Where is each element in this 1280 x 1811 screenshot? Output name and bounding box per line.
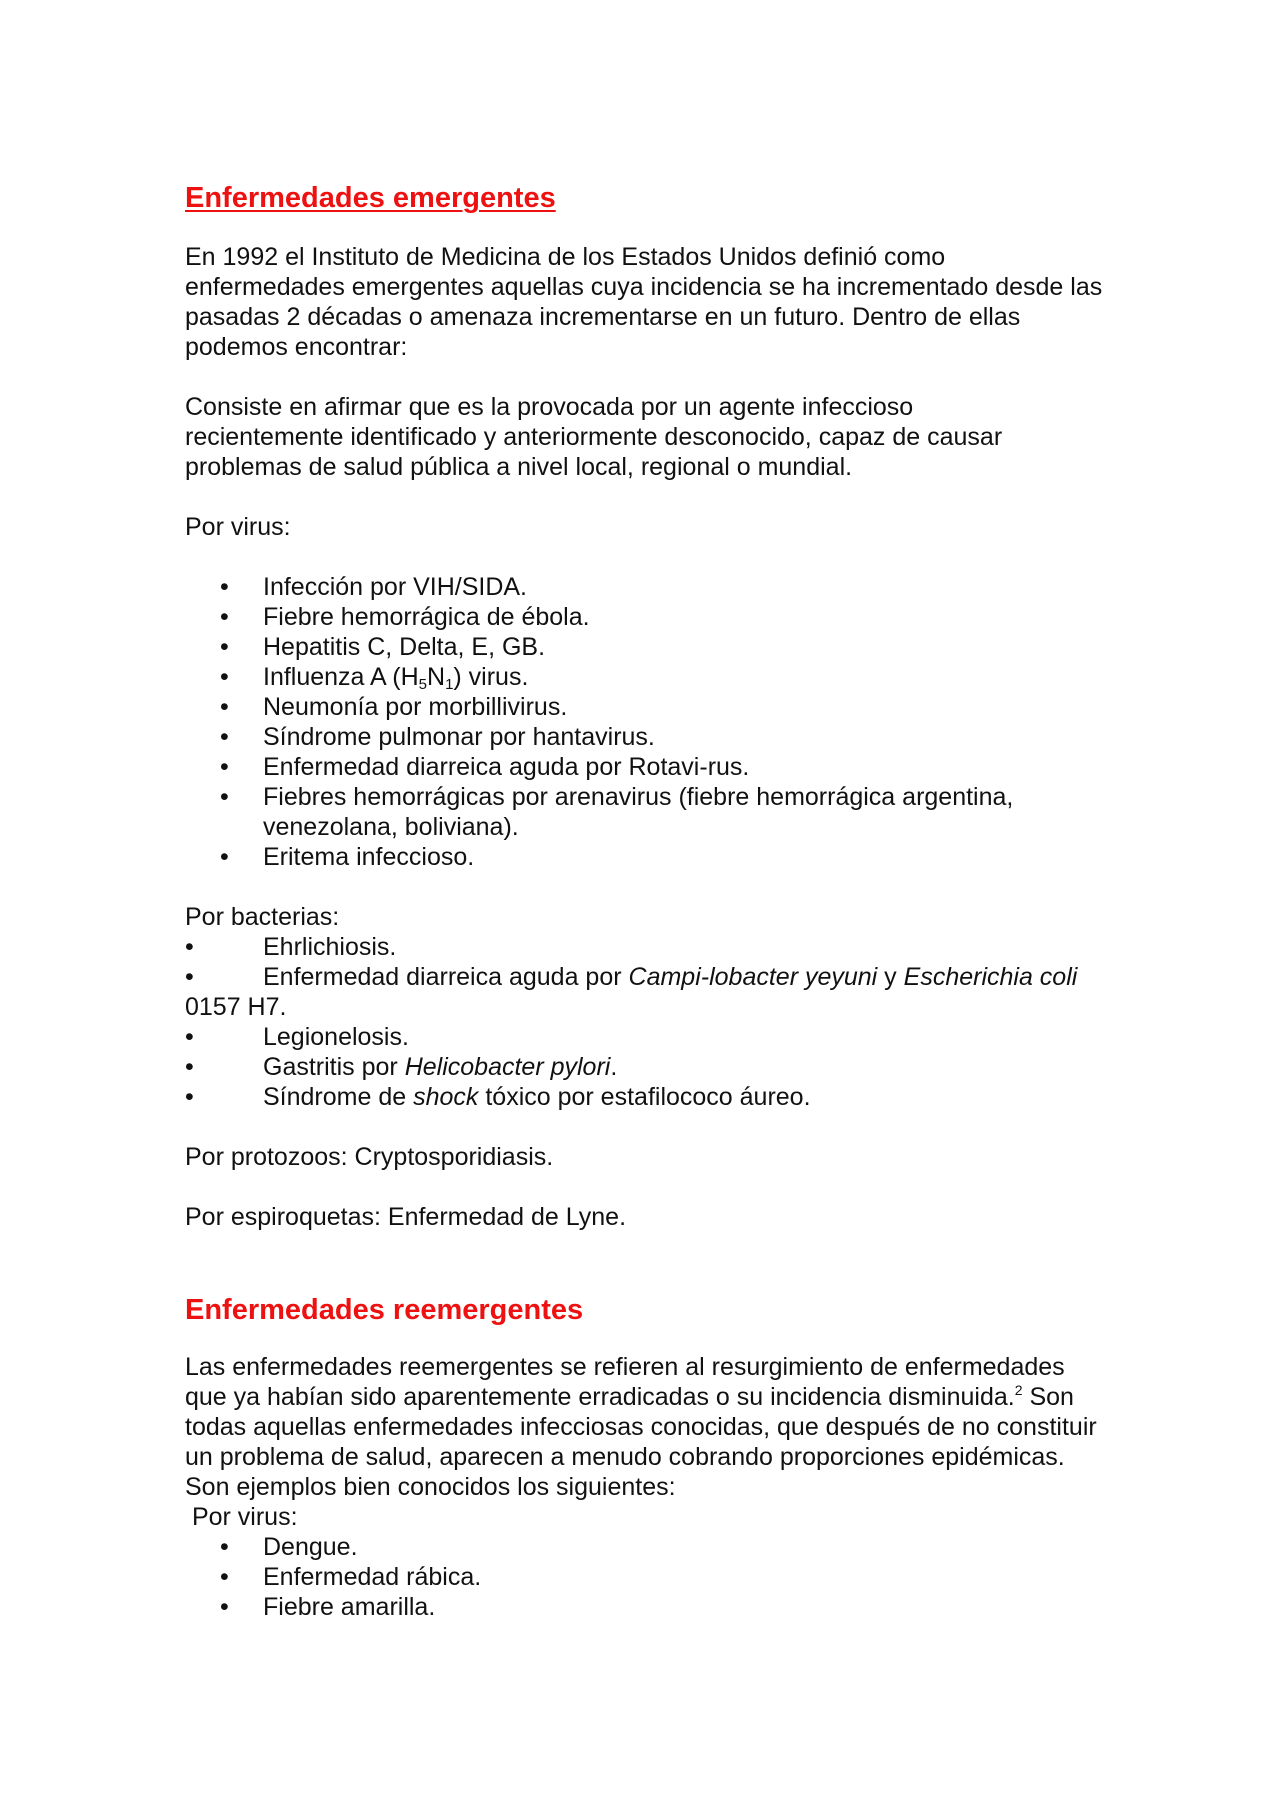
- list-item: •Legionelosis.: [185, 1022, 1115, 1052]
- document-page: [185, 180, 1115, 1622]
- bullet: [185, 932, 263, 962]
- influenza-mid: N: [427, 663, 446, 691]
- influenza-prefix: Influenza A (H: [263, 663, 419, 691]
- list-item: •Ehrlichiosis.: [185, 932, 1115, 962]
- list-item: • Dengue.: [185, 1532, 1115, 1562]
- bacteria-heading: Por bacterias:: [185, 903, 340, 931]
- bullet: [185, 962, 263, 992]
- bullet: [185, 1082, 263, 1112]
- influenza-suffix: ) virus.: [453, 663, 529, 691]
- list-item: •Enfermedad diarreica aguda por Campi-lobacter yeyuni y Escherichia coli 0157 H7.: [185, 962, 1085, 1022]
- list-item: • Infección por VIH/SIDA.: [185, 572, 1115, 602]
- virus-list: [185, 572, 1115, 872]
- list-item: •Gastritis por Helicobacter pylori.: [185, 1052, 1115, 1082]
- list-item: • Enfermedad diarreica aguda por Rotavi-rus.: [185, 752, 1115, 782]
- influenza-sub-n: 1: [445, 676, 454, 693]
- bullet: [185, 1022, 263, 1052]
- reemergentes-paragraph: Las enfermedades reemergentes se refieren al resurgimiento de enfermedades que ya habían sido aparentemente erradicadas o su incidencia disminuida.$^2$ Son todas aquellas enfermedades infecciosas conocidas, que después de no constituir un problema de salud, aparecen a menudo cobrando proporciones epidémicas. Son ejemplos bien conocidos los siguientes:: [185, 1353, 1097, 1501]
- section-title-emergentes: Enfermedades emergentes: [185, 182, 556, 214]
- section-title-reemergentes: Enfermedades reemergentes: [185, 1294, 584, 1326]
- list-item-influenza: [185, 662, 1115, 692]
- protozoos-line: Por protozoos: Cryptosporidiasis.: [185, 1143, 554, 1171]
- list-item: • Fiebre hemorrágica de ébola.: [185, 602, 1115, 632]
- list-item: • Neumonía por morbillivirus.: [185, 692, 1115, 722]
- virus-heading: Por virus:: [185, 513, 291, 541]
- reemergentes-virus-heading: Por virus:: [185, 1503, 298, 1531]
- list-item: • Fiebre amarilla.: [185, 1592, 1115, 1622]
- reemergentes-virus-list: [185, 1532, 1115, 1622]
- list-item: • Hepatitis C, Delta, E, GB.: [185, 632, 1115, 662]
- bacteria-list: [185, 932, 1115, 1112]
- influenza-sub-h: 5: [418, 676, 427, 693]
- list-item: • Síndrome pulmonar por hantavirus.: [185, 722, 1115, 752]
- intro-paragraph: En 1992 el Instituto de Medicina de los Estados Unidos definió como enfermedades emergentes aquellas cuya incidencia se ha incrementado desde las pasadas 2 décadas o amenaza incrementarse en un futuro. Dentro de ellas podemos encontrar:: [185, 243, 1103, 361]
- list-item: • Enfermedad rábica.: [185, 1562, 1115, 1592]
- espiroquetas-line: Por espiroquetas: Enfermedad de Lyne.: [185, 1203, 627, 1231]
- list-item: • Eritema infeccioso.: [185, 842, 1115, 872]
- definition-paragraph: Consiste en afirmar que es la provocada por un agente infeccioso recientemente identificado y anteriormente desconocido, capaz de causar problemas de salud pública a nivel local, regional o mundial.: [185, 393, 1003, 481]
- bullet: [185, 1052, 263, 1082]
- list-item: • Fiebres hemorrágicas por arenavirus (fiebre hemorrágica argentina, venezolana, boliviana).: [185, 782, 1043, 842]
- footnote-ref: 2: [1014, 1382, 1023, 1398]
- list-item: •Síndrome de shock tóxico por estafilococo áureo.: [185, 1082, 1115, 1112]
